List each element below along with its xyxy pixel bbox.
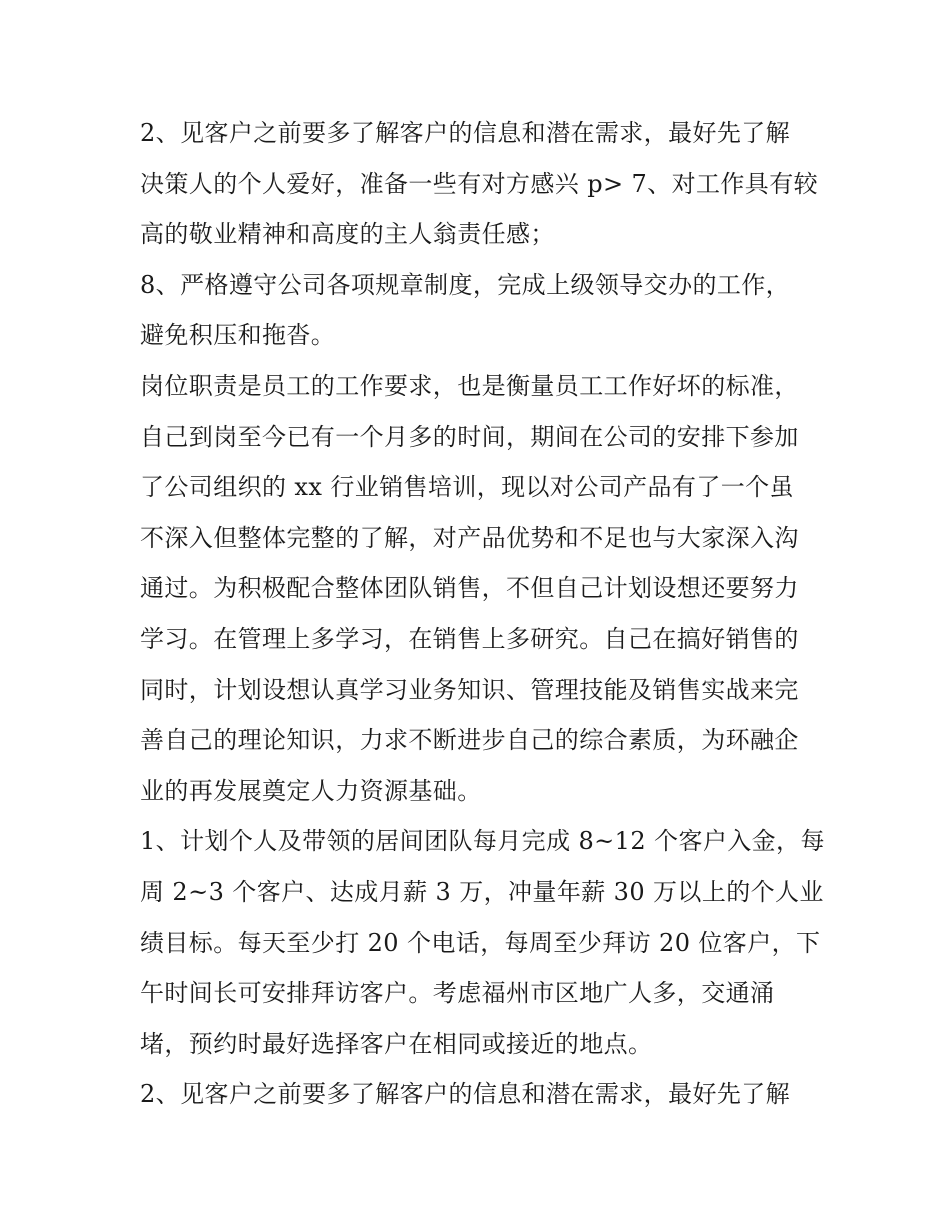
text-line: 2、见客户之前要多了解客户的信息和潜在需求，最好先了解 (140, 119, 791, 147)
text-line: 8、严格遵守公司各项规章制度，完成上级领导交办的工作， (140, 270, 791, 299)
paragraph (140, 260, 812, 361)
paragraph (140, 108, 818, 260)
text-line: 避免积压和拖沓。 (140, 321, 336, 350)
text-line: 1、计划个人及带领的居间团队每月完成 8~12 个客户入金，每 (140, 827, 825, 856)
paragraph (140, 361, 812, 816)
text-line: 2、见客户之前要多了解客户的信息和潜在需求，最好先了解 (140, 1080, 791, 1109)
text-line: 通过。为积极配合整体团队销售，不但自己计划设想还要努力 (140, 574, 799, 603)
paragraph (140, 1069, 812, 1120)
text-line: 决策人的个人爱好，准备一些有对方感兴 p> 7、对工作具有较 (140, 169, 818, 198)
text-line: 高的敬业精神和高度的主人翁责任感； (140, 220, 555, 249)
text-line: 不深入但整体完整的了解，对产品优势和不足也与大家深入沟 (140, 523, 799, 552)
text-line: 善自己的理论知识，力求不断进步自己的综合素质，为环融企 (140, 726, 799, 755)
text-line: 岗位职责是员工的工作要求，也是衡量员工工作好坏的标准， (140, 371, 799, 400)
text-line: 堵，预约时最好选择客户在相同或接近的地点。 (140, 1029, 653, 1058)
text-line: 午时间长可安排拜访客户。考虑福州市区地广人多，交通涌 (140, 979, 775, 1008)
paragraph (140, 816, 825, 1069)
document-body (140, 108, 825, 1120)
text-line: 同时，计划设想认真学习业务知识、管理技能及销售实战来完 (140, 675, 799, 704)
text-line: 业的再发展奠定人力资源基础。 (140, 776, 482, 805)
text-line: 学习。在管理上多学习，在销售上多研究。自己在搞好销售的 (140, 624, 799, 653)
text-line: 了公司组织的 xx 行业销售培训，现以对公司产品有了一个虽 (140, 473, 794, 502)
text-line: 周 2~3 个客户、达成月薪 3 万，冲量年薪 30 万以上的个人业 (140, 877, 824, 906)
text-line: 绩目标。每天至少打 20 个电话，每周至少拜访 20 位客户，下 (140, 928, 821, 957)
text-line: 自己到岗至今已有一个月多的时间，期间在公司的安排下参加 (140, 422, 799, 451)
